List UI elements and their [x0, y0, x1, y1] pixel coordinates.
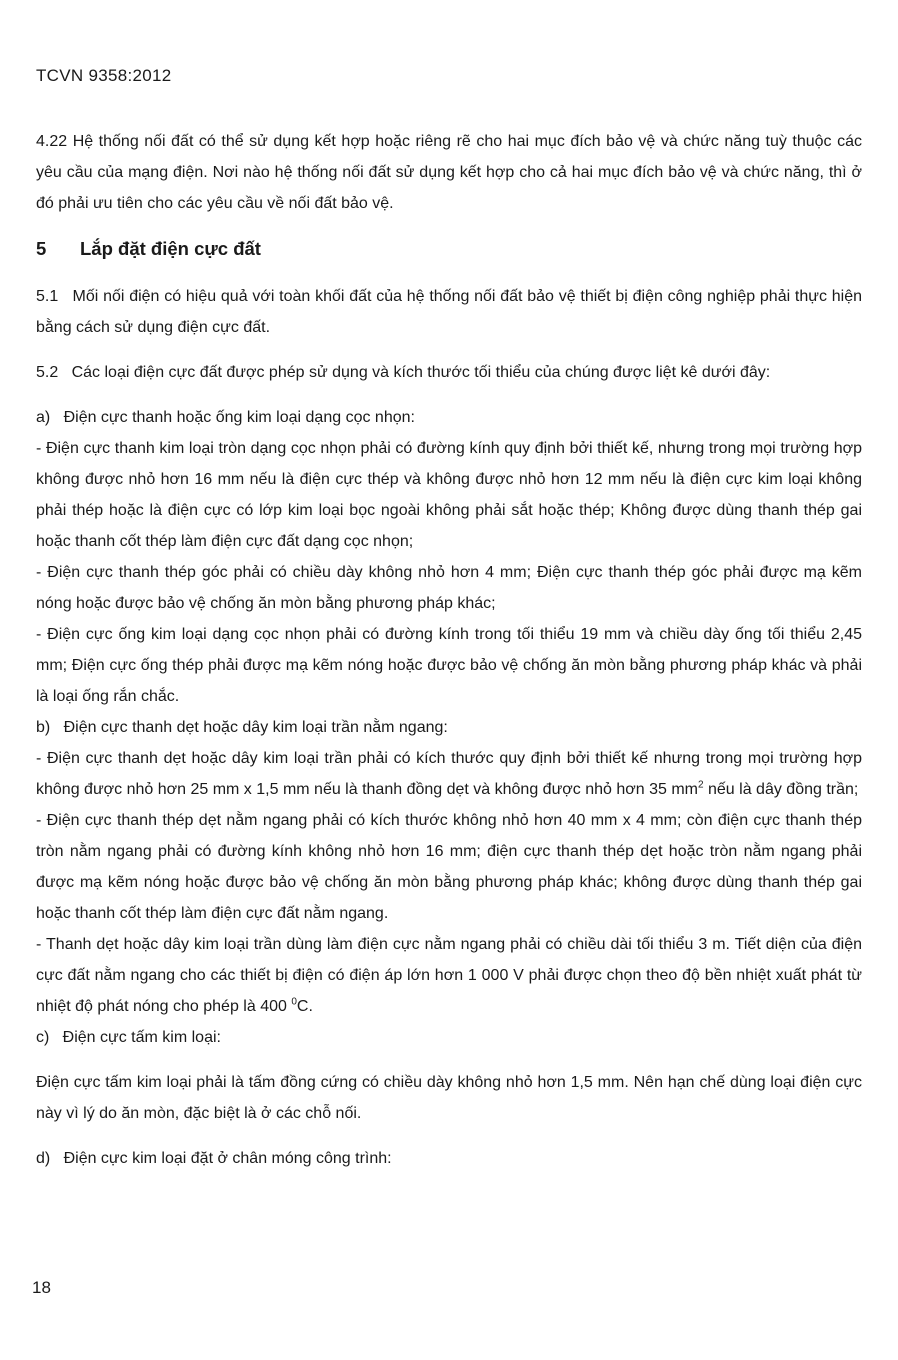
item-a-bullet-3: - Điện cực ống kim loại dạng cọc nhọn phải có đường kính trong tối thiểu 19 mm và chiều dày ống tối thiểu 2,45 mm; Điện cực ống thép phải được mạ kẽm nóng hoặc được bảo vệ chống ăn mòn bằng phương pháp khác và phải là loại ống rắn chắc.: [36, 626, 862, 705]
item-c-title: [36, 1022, 862, 1053]
paragraph-5-2: [36, 357, 862, 388]
item-title: Điện cực thanh dẹt hoặc dây kim loại trần nằm ngang:: [63, 719, 448, 736]
item-b-bullet-1: - Điện cực thanh dẹt hoặc dây kim loại trần phải có kích thước quy định bởi thiết kế nhưng trong mọi trường hợp không được nhỏ hơn 25 mm x 1,5 mm nếu là thanh đồng dẹt và không được nhỏ hơn 35 $mm^2$ nếu là dây đồng trần;: [36, 750, 862, 798]
item-title: Điện cực thanh hoặc ống kim loại dạng cọc nhọn:: [63, 409, 415, 426]
clause-text: Các loại điện cực đất được phép sử dụng và kích thước tối thiểu của chúng được liệt kê dưới đây:: [71, 364, 771, 381]
item-b-title: [36, 712, 862, 743]
item-label: a): [36, 409, 51, 426]
section-4-22: [36, 126, 862, 219]
document-code: TCVN 9358:2012: [36, 66, 172, 85]
section-heading-5: [36, 238, 261, 260]
item-title: Điện cực tấm kim loại:: [62, 1029, 221, 1046]
clause-text: Mối nối điện có hiệu quả với toàn khối đất của hệ thống nối đất bảo vệ thiết bị điện công nghiệp phải thực hiện bằng cách sử dụng điện cực đất.: [36, 288, 862, 336]
item-title: Điện cực kim loại đặt ở chân móng công trình:: [63, 1150, 392, 1167]
item-label: d): [36, 1150, 51, 1167]
main-body: [36, 281, 862, 1174]
section-number: 5: [36, 238, 47, 259]
item-c-text: Điện cực tấm kim loại phải là tấm đồng cứng có chiều dày không nhỏ hơn 1,5 mm. Nên hạn chế dùng loại điện cực này vì lý do ăn mòn, đặc biệt là ở các chỗ nối.: [36, 1074, 862, 1122]
item-a-bullet-1: - Điện cực thanh kim loại tròn dạng cọc nhọn phải có đường kính quy định bởi thiết kế, nhưng trong mọi trường hợp không được nhỏ hơn 16 mm nếu là điện cực thép và không được nhỏ hơn 12 mm nếu là điện cực kim loại không phải thép hoặc là điện cực có lớp kim loại bọc ngoài không phải sắt hoặc thép; Không được dùng thanh thép gai hoặc thanh cốt thép làm điện cực đất dạng cọc nhọn;: [36, 440, 862, 550]
page-number: 18: [32, 1278, 51, 1297]
clause-text: Hệ thống nối đất có thể sử dụng kết hợp hoặc riêng rẽ cho hai mục đích bảo vệ và chức năng tuỳ thuộc các yêu cầu của mạng điện. Nơi nào hệ thống nối đất sử dụng kết hợp cho cả hai mục đích bảo vệ và chức năng, thì ở đó phải ưu tiên cho các yêu cầu về nối đất bảo vệ.: [36, 133, 862, 212]
superscript: 2: [698, 779, 704, 791]
item-a-title: [36, 402, 862, 433]
paragraph-5-1: [36, 281, 862, 343]
clause-number: 5.2: [36, 364, 59, 381]
section-title: Lắp đặt điện cực đất: [80, 238, 261, 259]
paragraph-4-22: [36, 126, 862, 219]
item-a-bullet-2: - Điện cực thanh thép góc phải có chiều dày không nhỏ hơn 4 mm; Điện cực thanh thép góc phải được mạ kẽm nóng hoặc được bảo vệ chống ăn mòn bằng phương pháp khác;: [36, 564, 862, 612]
item-b-bullet-3: - Thanh dẹt hoặc dây kim loại trần dùng làm điện cực nằm ngang phải có chiều dài tối thiểu 3 m. Tiết diện của điện cực đất nằm ngang cho các thiết bị điện có điện áp lớn hơn 1 000 V phải được chọn theo độ bền nhiệt xuất phát từ nhiệt độ phát nóng cho phép là 400 $^0$C.: [36, 936, 862, 1015]
clause-number: 4.22: [36, 133, 68, 150]
item-d-title: [36, 1143, 862, 1174]
clause-number: 5.1: [36, 288, 59, 305]
item-b-bullet-2: - Điện cực thanh thép dẹt nằm ngang phải có kích thước không nhỏ hơn 40 mm x 4 mm; còn điện cực thanh thép tròn nằm ngang phải có đường kính không nhỏ hơn 16 mm; điện cực thanh thép dẹt hoặc tròn nằm ngang phải được mạ kẽm nóng hoặc được bảo vệ chống ăn mòn bằng phương pháp khác; không được dùng thanh thép gai hoặc thanh cốt thép làm điện cực đất nằm ngang.: [36, 812, 862, 922]
item-label: c): [36, 1029, 50, 1046]
item-label: b): [36, 719, 51, 736]
superscript: 0: [291, 996, 297, 1008]
